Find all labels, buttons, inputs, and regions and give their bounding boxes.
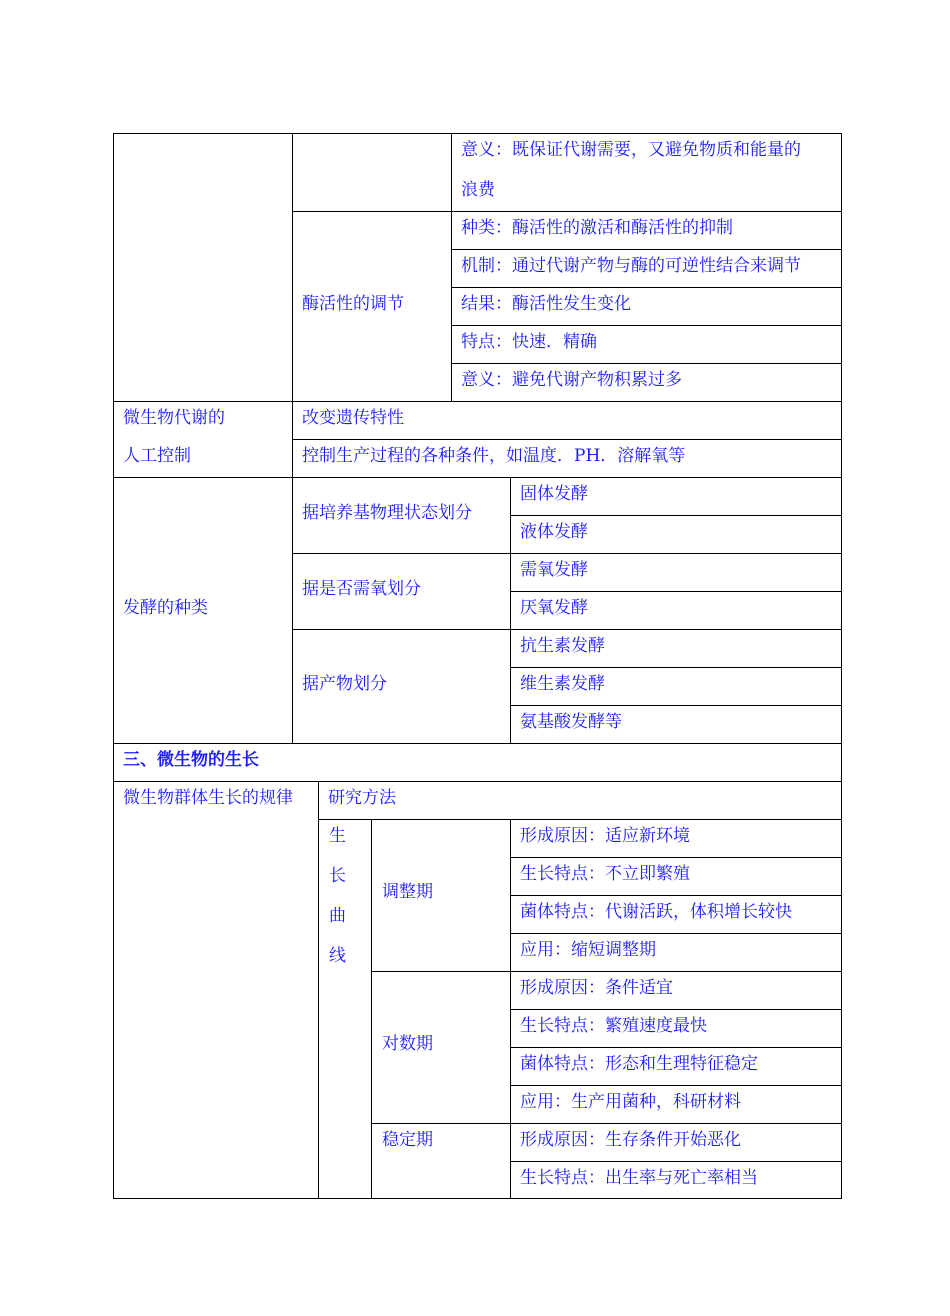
table-cell: 需氧发酵 (520, 560, 588, 580)
table-rule (318, 781, 319, 1199)
table-rule (371, 1123, 842, 1124)
table-cell: 应用：缩短调整期 (520, 940, 656, 960)
table-rule (510, 1047, 842, 1048)
phase-name: 稳定期 (382, 1130, 433, 1150)
table-rule (451, 133, 452, 401)
significance-text-line1: 意义：既保证代谢需要，又避免物质和能量的 (461, 140, 801, 160)
table-cell: 生长特点：不立即繁殖 (520, 864, 690, 884)
table-rule (292, 477, 293, 743)
table-frame (113, 133, 842, 1199)
table-cell: 维生素发酵 (520, 674, 605, 694)
growth-curve-char: 生 (329, 826, 346, 846)
section-heading: 三、微生物的生长 (123, 750, 259, 770)
table-rule (451, 325, 842, 326)
table-rule (510, 705, 842, 706)
table-rule (292, 211, 842, 212)
criterion-label: 据产物划分 (302, 674, 387, 694)
table-rule (510, 477, 511, 743)
table-cell: 种类：酶活性的激活和酶活性的抑制 (461, 218, 733, 238)
table-cell: 生长特点：出生率与死亡率相当 (520, 1168, 758, 1188)
growth-pattern-label: 微生物群体生长的规律 (123, 788, 293, 808)
table-cell: 菌体特点：形态和生理特征稳定 (520, 1054, 758, 1074)
growth-curve-char: 长 (329, 866, 346, 886)
table-cell: 改变遗传特性 (302, 408, 404, 428)
phase-name: 调整期 (382, 882, 433, 902)
artificial-control-label-line1: 微生物代谢的 (123, 408, 225, 428)
significance-text-line2: 浪费 (461, 180, 495, 200)
table-rule (451, 287, 842, 288)
criterion-label: 据培养基物理状态划分 (302, 503, 472, 523)
table-rule (113, 477, 842, 478)
growth-curve-char: 曲 (329, 906, 346, 926)
table-rule (292, 553, 842, 554)
table-cell: 控制生产过程的各种条件，如温度．PH．溶解氧等 (302, 446, 686, 466)
table-rule (113, 401, 842, 402)
table-rule (318, 819, 842, 820)
table-cell: 形成原因：适应新环境 (520, 826, 690, 846)
criterion-label: 据是否需氧划分 (302, 579, 421, 599)
table-rule (510, 1161, 842, 1162)
table-rule (113, 781, 842, 782)
table-cell: 固体发酵 (520, 484, 588, 504)
fermentation-types-label: 发酵的种类 (123, 598, 208, 618)
table-cell: 生长特点：繁殖速度最快 (520, 1016, 707, 1036)
table-cell: 机制：通过代谢产物与酶的可逆性结合来调节 (461, 256, 801, 276)
table-cell: 应用：生产用菌种，科研材料 (520, 1092, 741, 1112)
phase-name: 对数期 (382, 1034, 433, 1054)
research-method-label: 研究方法 (328, 788, 396, 808)
table-cell: 特点：快速．精确 (461, 332, 597, 352)
table-rule (510, 1085, 842, 1086)
table-cell: 形成原因：生存条件开始恶化 (520, 1130, 741, 1150)
table-rule (371, 971, 842, 972)
table-cell: 形成原因：条件适宜 (520, 978, 673, 998)
table-rule (510, 667, 842, 668)
table-cell: 意义：避免代谢产物积累过多 (461, 370, 682, 390)
table-rule (113, 743, 842, 744)
table-rule (510, 933, 842, 934)
table-rule (292, 629, 842, 630)
table-cell: 菌体特点：代谢活跃，体积增长较快 (520, 902, 792, 922)
table-rule (292, 133, 293, 477)
table-cell: 抗生素发酵 (520, 636, 605, 656)
table-rule (510, 1009, 842, 1010)
table-rule (510, 591, 842, 592)
growth-curve-char: 线 (329, 946, 346, 966)
table-cell: 厌氧发酵 (520, 598, 588, 618)
table-rule (510, 819, 511, 1199)
table-cell: 液体发酵 (520, 522, 588, 542)
table-cell: 结果：酶活性发生变化 (461, 294, 631, 314)
table-rule (510, 857, 842, 858)
table-rule (510, 515, 842, 516)
table-rule (451, 363, 842, 364)
table-rule (510, 895, 842, 896)
artificial-control-label-line2: 人工控制 (123, 446, 191, 466)
table-rule (371, 819, 372, 1199)
enzyme-activity-regulation-label: 酶活性的调节 (302, 294, 404, 314)
table-rule (292, 439, 842, 440)
table-cell: 氨基酸发酵等 (520, 712, 622, 732)
table-rule (451, 249, 842, 250)
